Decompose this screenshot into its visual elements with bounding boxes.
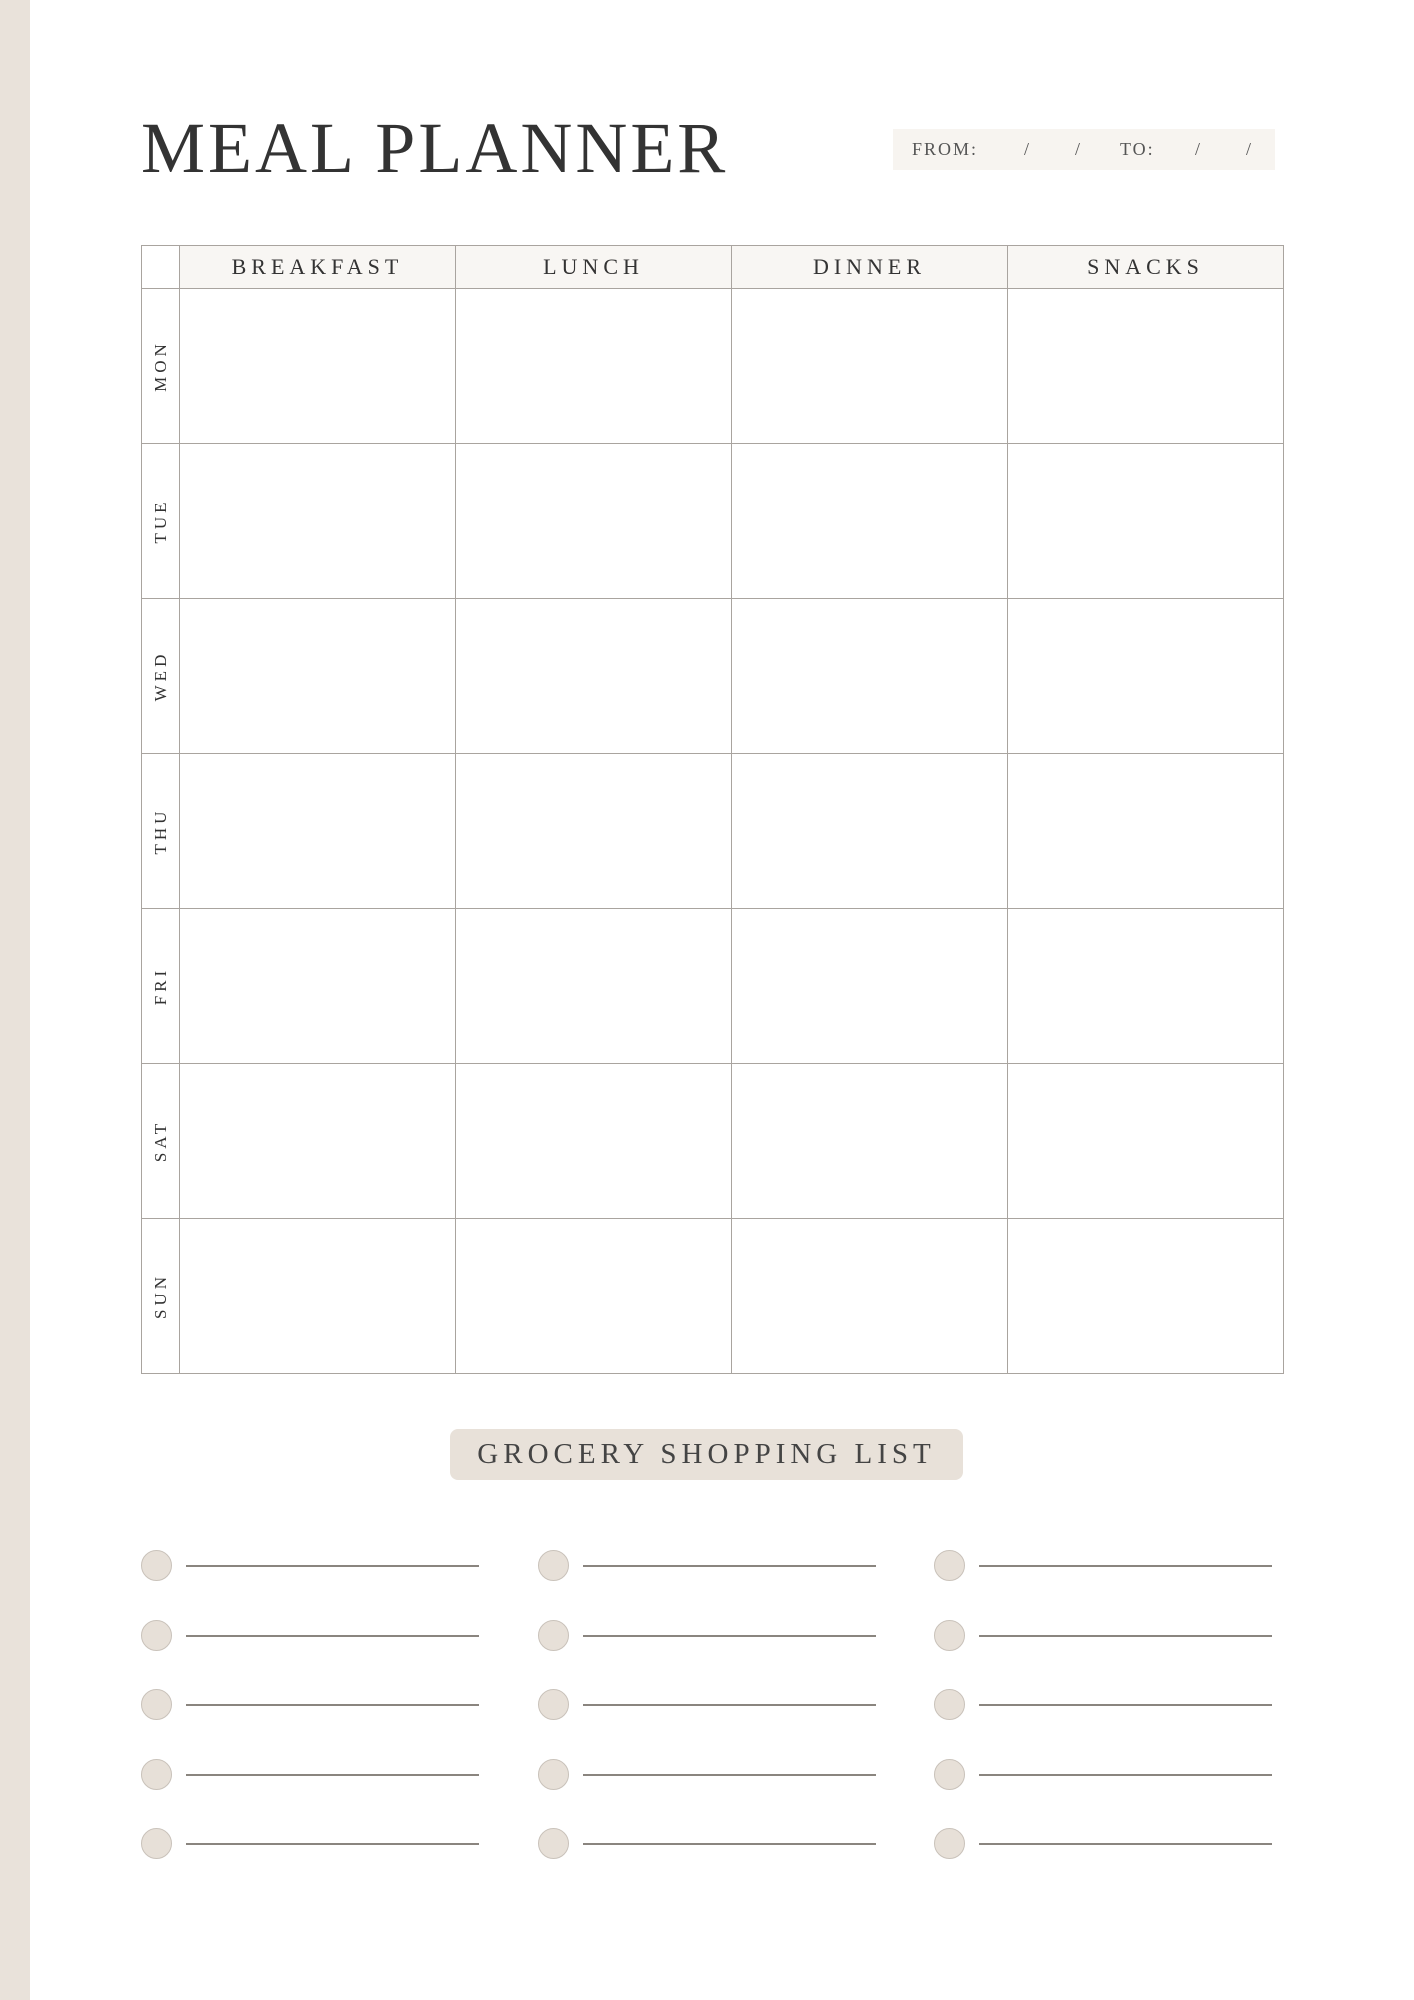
meal-cell-dinner[interactable]	[732, 1064, 1008, 1219]
grocery-list-title: GROCERY SHOPPING LIST	[450, 1429, 963, 1480]
writing-line[interactable]	[979, 1635, 1272, 1637]
meal-cell-breakfast[interactable]	[180, 909, 456, 1064]
column-header-snacks: SNACKS	[1008, 246, 1284, 289]
column-header-dinner: DINNER	[732, 246, 1008, 289]
meal-cell-lunch[interactable]	[456, 1219, 732, 1374]
writing-line[interactable]	[583, 1843, 876, 1845]
writing-line[interactable]	[583, 1635, 876, 1637]
corner-cell	[142, 246, 180, 289]
day-label: WED	[150, 650, 170, 702]
day-label: THU	[150, 807, 170, 855]
meal-cell-breakfast[interactable]	[180, 289, 456, 444]
checkbox-circle[interactable]	[141, 1759, 172, 1790]
writing-line[interactable]	[186, 1774, 479, 1776]
writing-line[interactable]	[186, 1704, 479, 1706]
to-sep-2: /	[1246, 139, 1254, 159]
meal-cell-dinner[interactable]	[732, 444, 1008, 599]
writing-line[interactable]	[583, 1565, 876, 1567]
meal-cell-dinner[interactable]	[732, 1219, 1008, 1374]
checkbox-circle[interactable]	[141, 1689, 172, 1720]
day-row-sun	[142, 1219, 1284, 1374]
writing-line[interactable]	[186, 1843, 479, 1845]
checkbox-circle[interactable]	[538, 1689, 569, 1720]
meal-cell-snacks[interactable]	[1008, 444, 1284, 599]
meal-cell-lunch[interactable]	[456, 289, 732, 444]
meal-cell-lunch[interactable]	[456, 599, 732, 754]
meal-cell-lunch[interactable]	[456, 754, 732, 909]
meal-cell-snacks[interactable]	[1008, 754, 1284, 909]
meal-cell-breakfast[interactable]	[180, 599, 456, 754]
meal-cell-lunch[interactable]	[456, 444, 732, 599]
checkbox-circle[interactable]	[934, 1759, 965, 1790]
meal-cell-dinner[interactable]	[732, 599, 1008, 754]
checkbox-circle[interactable]	[934, 1828, 965, 1859]
day-label: TUE	[150, 498, 170, 544]
writing-line[interactable]	[979, 1843, 1272, 1845]
meal-cell-breakfast[interactable]	[180, 444, 456, 599]
day-cell	[142, 289, 180, 444]
meal-cell-snacks[interactable]	[1008, 909, 1284, 1064]
day-label: SAT	[150, 1119, 170, 1163]
writing-line[interactable]	[583, 1774, 876, 1776]
checkbox-circle[interactable]	[538, 1759, 569, 1790]
from-sep-1: /	[1024, 139, 1032, 159]
checkbox-circle[interactable]	[538, 1620, 569, 1651]
meal-cell-lunch[interactable]	[456, 1064, 732, 1219]
writing-line[interactable]	[979, 1704, 1272, 1706]
page-title: MEAL PLANNER	[141, 108, 729, 188]
header-row	[142, 246, 1284, 289]
meal-cell-snacks[interactable]	[1008, 1064, 1284, 1219]
day-row-tue	[142, 444, 1284, 599]
day-label: SUN	[150, 1272, 170, 1320]
from-sep-2: /	[1075, 139, 1083, 159]
checkbox-circle[interactable]	[141, 1828, 172, 1859]
day-cell	[142, 1064, 180, 1219]
day-row-wed	[142, 599, 1284, 754]
day-cell	[142, 909, 180, 1064]
to-label: TO:	[1120, 139, 1155, 159]
meal-planner-table	[141, 245, 1284, 1374]
writing-line[interactable]	[979, 1774, 1272, 1776]
day-row-mon	[142, 289, 1284, 444]
day-label: FRI	[150, 966, 170, 1006]
checkbox-circle[interactable]	[934, 1689, 965, 1720]
meal-cell-dinner[interactable]	[732, 289, 1008, 444]
writing-line[interactable]	[583, 1704, 876, 1706]
meal-cell-snacks[interactable]	[1008, 599, 1284, 754]
writing-line[interactable]	[186, 1635, 479, 1637]
column-header-lunch: LUNCH	[456, 246, 732, 289]
to-sep-1: /	[1195, 139, 1203, 159]
meal-cell-lunch[interactable]	[456, 909, 732, 1064]
writing-line[interactable]	[979, 1565, 1272, 1567]
day-row-thu	[142, 754, 1284, 909]
checkbox-circle[interactable]	[538, 1828, 569, 1859]
day-cell	[142, 599, 180, 754]
meal-cell-dinner[interactable]	[732, 909, 1008, 1064]
day-label: MON	[150, 340, 170, 392]
day-cell	[142, 754, 180, 909]
day-cell	[142, 1219, 180, 1374]
checkbox-circle[interactable]	[141, 1620, 172, 1651]
checkbox-circle[interactable]	[538, 1550, 569, 1581]
date-range	[893, 129, 1275, 170]
meal-cell-breakfast[interactable]	[180, 1219, 456, 1374]
checkbox-circle[interactable]	[141, 1550, 172, 1581]
checkbox-circle[interactable]	[934, 1550, 965, 1581]
day-row-sat	[142, 1064, 1284, 1219]
side-strip	[0, 0, 30, 2000]
meal-cell-snacks[interactable]	[1008, 1219, 1284, 1374]
from-label: FROM:	[912, 139, 979, 159]
meal-cell-breakfast[interactable]	[180, 754, 456, 909]
checkbox-circle[interactable]	[934, 1620, 965, 1651]
day-row-fri	[142, 909, 1284, 1064]
column-header-breakfast: BREAKFAST	[180, 246, 456, 289]
meal-cell-dinner[interactable]	[732, 754, 1008, 909]
meal-cell-breakfast[interactable]	[180, 1064, 456, 1219]
meal-cell-snacks[interactable]	[1008, 289, 1284, 444]
day-cell	[142, 444, 180, 599]
writing-line[interactable]	[186, 1565, 479, 1567]
